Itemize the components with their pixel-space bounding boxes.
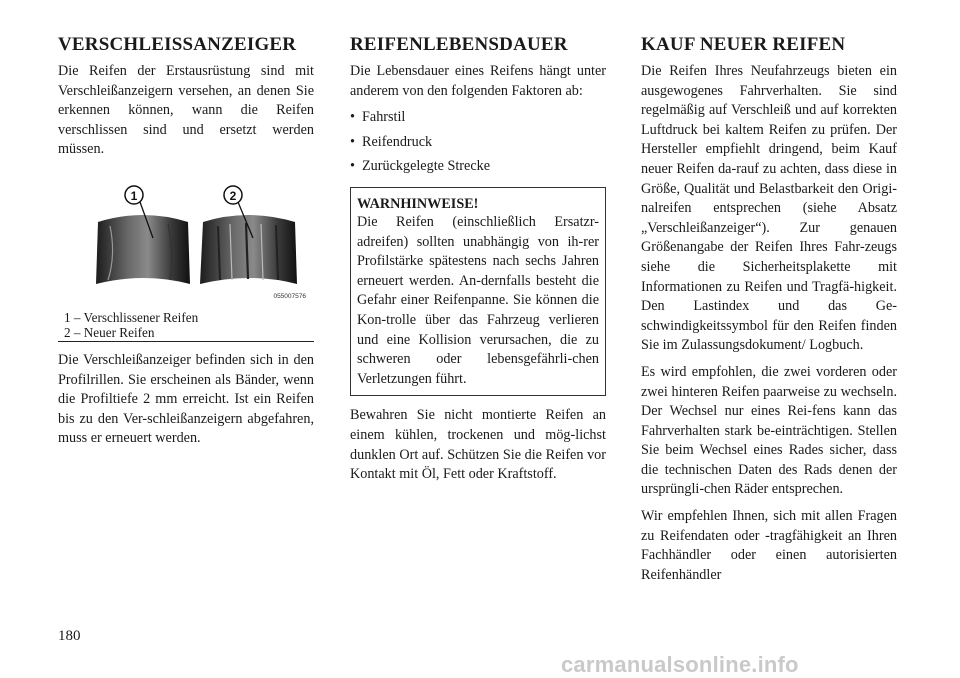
worn-tire-image xyxy=(96,215,190,284)
bullet-icon: • xyxy=(350,109,355,126)
paragraph-purchase-1: Die Reifen Ihres Neufahrzeugs bieten ein ausgewogenes Fahrverhalten. Sie sind regelmäßig auf Verschleiß und auf korrekten Luftdruck bei kaltem Reifen zu prüfen. Der Hersteller empfiehlt dringend, beim Kauf neuer Reifen da-rauf zu achten, dass diese in Größe, Qualität und Belastbarkeit den Origi-nalreifen entsprechen (siehe Absatz „Verschleißanzeiger“). Zur genauen Größenangabe der Reifen Ihres Fahr-zeugs siehe die Sicherheitsplakette mit Informationen zu Reifen und Tragfä-higkeit. Den Lastindex und das Ge-schwindigkeitssymbol für den Reifen finden Sie im Zulassungsdokument/ Logbuch. xyxy=(641,63,897,354)
paragraph-lifespan-intro: Die Lebensdauer eines Reifens hängt unter anderem von den folgenden Faktoren ab: xyxy=(350,63,606,99)
warning-text: Die Reifen (einschließlich Ersatzr-adreifen) sollten unabhängig von ih-rer Profilstärke spätestens nach sechs Jahren erneuert werden. An-dernfalls besteht die Gefahr einer Reifenpanne. Sie können die Kon-trolle über das Fahrzeug verlieren und eine Kollision verursachen, die zu schweren oder lebensgefährli-chen Verletzungen führt. xyxy=(357,213,599,387)
paragraph-wear-body: Die Verschleißanzeiger befinden sich in den Profilrillen. Sie erscheinen als Bänder, wenn die Profiltiefe 2 mm erreicht. Ist ein Reifen bis zu den Ver-schleißanzeigern abgefahren, muss er erneuert werden. xyxy=(58,351,314,447)
page-number: 180 xyxy=(58,628,81,644)
factor-list xyxy=(350,108,606,177)
bullet-icon: • xyxy=(350,133,355,150)
list-item-text: Fahrstil xyxy=(362,109,406,126)
column-verschleissanzeiger xyxy=(58,34,314,456)
warning-title: WARNHINWEISE! xyxy=(357,195,479,212)
new-tire-image xyxy=(200,215,297,284)
list-item-text: Zurückgelegte Strecke xyxy=(362,158,491,175)
tire-wear-figure xyxy=(58,180,314,310)
paragraph-intro-wear: Die Reifen der Erstausrüstung sind mit Verschleißanzeigern versehen, an denen Sie erkennen können, wann die Reifen verschlissen sind und ersetzt werden müssen. xyxy=(58,63,314,158)
list-item xyxy=(350,133,606,153)
column-reifenlebensdauer xyxy=(350,34,606,492)
caption-worn-tire: 1 – Verschlissener Reifen xyxy=(64,309,199,325)
warning-box xyxy=(350,187,606,396)
list-item xyxy=(350,157,606,177)
watermark-logo: carmanualsonline.info xyxy=(561,652,799,677)
column-kauf-neuer-reifen xyxy=(641,34,897,592)
tire-illustration xyxy=(58,180,314,310)
paragraph-purchase-3: Wir empfehlen Ihnen, sich mit allen Fragen zu Reifendaten oder -tragfähigkeit an Ihren Fachhändler oder einen autorisierten Reifenhändler xyxy=(641,508,897,583)
list-item-text: Reifendruck xyxy=(362,133,433,150)
list-item xyxy=(350,108,606,128)
callout-2-number: 2 xyxy=(229,188,237,203)
paragraph-storage: Bewahren Sie nicht montierte Reifen an einem kühlen, trockenen und mög-lichst dunklen Ort auf. Schützen Sie die Reifen vor Kontakt mit Öl, Fett oder Kraftstoff. xyxy=(350,407,606,483)
heading-verschleissanzeiger: VERSCHLEISSANZEIGER xyxy=(58,34,297,55)
paragraph-purchase-2: Es wird empfohlen, die zwei vorderen oder zwei hinteren Reifen paarweise zu wechseln. Der Wechsel nur eines Rei-fens kann das Fahrverhalten stark be-einträchtigen. Stellen Sie beim Wechsel eines Rades sicher, dass die technischen Daten des Rads denen der ursprüngli-chen Räder entsprechen. xyxy=(641,363,897,498)
heading-kauf-neuer-reifen: KAUF NEUER REIFEN xyxy=(641,34,846,55)
figure-code: 055007576 xyxy=(273,292,306,300)
bullet-icon: • xyxy=(350,158,355,175)
heading-reifenlebensdauer: REIFENLEBENSDAUER xyxy=(350,34,568,55)
caption-divider xyxy=(58,341,314,342)
callout-1-number: 1 xyxy=(130,188,138,203)
caption-new-tire: 2 – Neuer Reifen xyxy=(64,325,155,341)
